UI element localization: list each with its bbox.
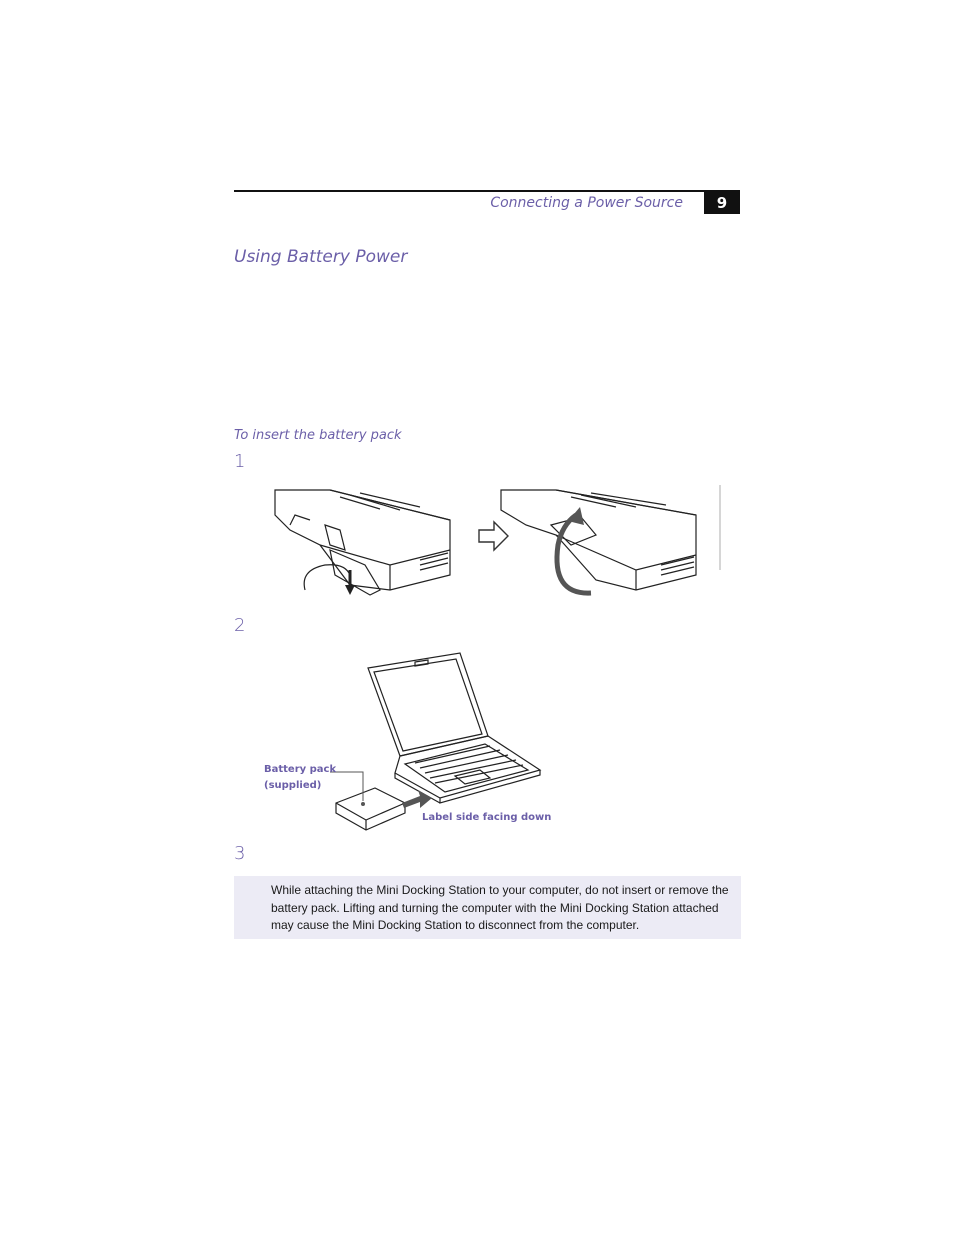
step-number-3: 3 bbox=[234, 843, 246, 864]
running-header: Connecting a Power Source bbox=[490, 195, 683, 211]
battery-pack-label: Battery pack bbox=[264, 764, 337, 775]
battery-pack-callout bbox=[264, 762, 336, 794]
label-side-callout: Label side facing down bbox=[422, 812, 552, 823]
note-box bbox=[234, 876, 741, 939]
section-title: Using Battery Power bbox=[234, 247, 408, 267]
battery-cover-open-illustration bbox=[270, 485, 460, 600]
procedure-title: To insert the battery pack bbox=[234, 428, 402, 443]
battery-pack-supplied-label: (supplied) bbox=[264, 780, 322, 791]
note-text: While attaching the Mini Docking Station to your computer, do not insert or remove the battery pack. Lifting and turning the computer with the Mini Docking Station attached may cause the Mini Docking Station to disconnect from the computer. bbox=[271, 883, 729, 932]
header-rule bbox=[234, 190, 740, 192]
step-number-2: 2 bbox=[234, 615, 246, 636]
page-number: 9 bbox=[704, 192, 740, 214]
laptop-battery-insert-illustration bbox=[330, 648, 550, 833]
step-number-1: 1 bbox=[234, 451, 246, 472]
battery-cover-removed-illustration bbox=[496, 485, 726, 600]
